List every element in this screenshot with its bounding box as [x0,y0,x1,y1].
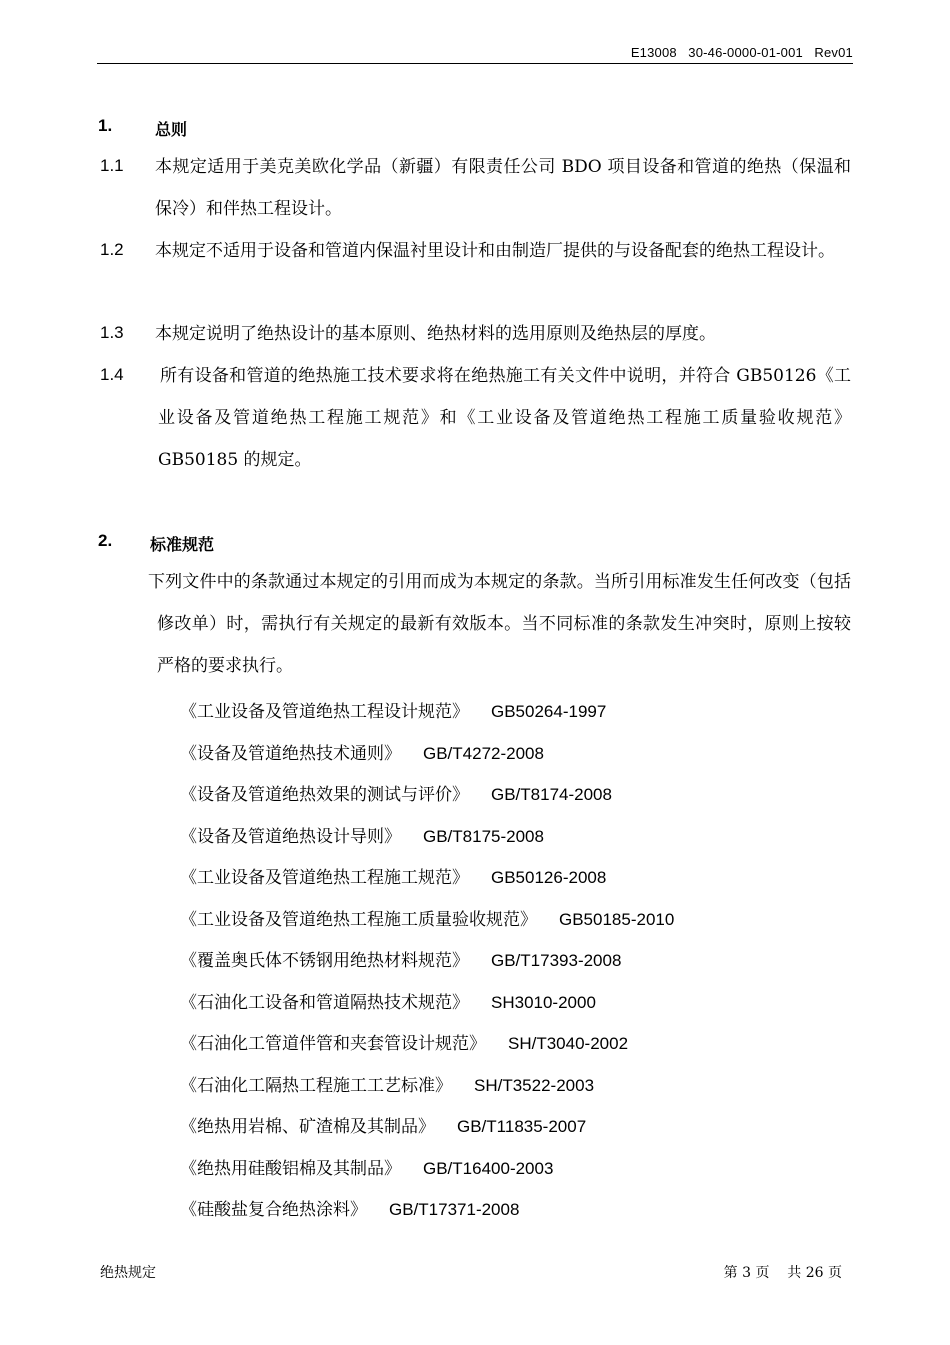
standard-row [180,739,544,764]
item-1-1-number: 1.1 [100,156,124,175]
item-1-4-text: 所有设备和管道的绝热施工技术要求将在绝热施工有关文件中说明，并符合 GB50126《工业设备及管道绝热工程施工规范》和《工业设备及管道绝热工程施工质量验收规范》GB50185 的规定。 [158,366,851,470]
standard-code: GB50185-2010 [559,910,675,929]
item-1-2-text: 本规定不适用于设备和管道内保温衬里设计和由制造厂提供的与设备配套的绝热工程设计。 [155,241,835,261]
standard-name: 《硅酸盐复合绝热涂料》 [180,1200,367,1220]
standard-row [180,697,606,722]
section-2-number: 2. [98,531,113,550]
footer-document-title: 绝热规定 [100,1265,156,1281]
standard-row [180,1154,553,1179]
standard-code: SH3010-2000 [491,993,596,1012]
standard-code: GB/T16400-2003 [423,1159,554,1178]
standard-name: 《设备及管道绝热技术通则》 [180,744,401,764]
standard-code: SH/T3522-2003 [474,1076,595,1095]
section-2-title: 标准规范 [150,535,215,554]
standard-name: 《石油化工隔热工程施工工艺标准》 [180,1076,452,1096]
standard-name: 《工业设备及管道绝热工程施工规范》 [180,868,469,888]
standard-row [180,1029,628,1054]
standard-name: 《设备及管道绝热设计导则》 [180,827,401,847]
item-1-3-text: 本规定说明了绝热设计的基本原则、绝热材料的选用原则及绝热层的厚度。 [155,324,716,344]
standard-row [180,863,606,888]
standard-code: GB/T17393-2008 [491,951,622,970]
item-1-4-number: 1.4 [100,365,124,384]
footer-page-number: 第 3 页 共 26 页 [723,1265,842,1281]
section-1-title: 总则 [155,120,188,139]
standard-name: 《绝热用硅酸铝棉及其制品》 [180,1159,401,1179]
standard-code: GB/T11835-2007 [457,1117,587,1136]
standard-name: 《绝热用岩棉、矿渣棉及其制品》 [180,1117,435,1137]
header-divider [97,63,853,64]
standard-row [180,988,596,1013]
standard-row [180,905,674,930]
standard-row [180,780,612,805]
section-1-number: 1. [98,116,113,135]
standard-name: 《覆盖奥氏体不锈钢用绝热材料规范》 [180,951,469,971]
standard-code: GB/T17371-2008 [389,1200,520,1219]
section-2-intro: 下列文件中的条款通过本规定的引用而成为本规定的条款。当所引用标准发生任何改变（包括修改单）时，需执行有关规定的最新有效版本。当不同标准的条款发生冲突时，原则上按较严格的要求执行。 [148,572,851,676]
standard-code: GB50126-2008 [491,868,607,887]
standard-name: 《工业设备及管道绝热工程施工质量验收规范》 [180,910,537,930]
standard-row [180,946,621,971]
standard-code: GB/T8174-2008 [491,785,612,804]
standard-row [180,1071,594,1096]
item-1-1-text: 本规定适用于美克美欧化学品（新疆）有限责任公司 BDO 项目设备和管道的绝热（保温和保冷）和伴热工程设计。 [155,157,851,219]
standard-row [180,1195,519,1220]
standard-code: GB50264-1997 [491,702,607,721]
standard-name: 《设备及管道绝热效果的测试与评价》 [180,785,469,805]
standard-code: SH/T3040-2002 [508,1034,629,1053]
standard-code: GB/T8175-2008 [423,827,544,846]
standard-row [180,1112,586,1137]
item-1-3-number: 1.3 [100,323,124,342]
standard-name: 《工业设备及管道绝热工程设计规范》 [180,702,469,722]
standard-name: 《石油化工设备和管道隔热技术规范》 [180,993,469,1013]
standard-name: 《石油化工管道伴管和夹套管设计规范》 [180,1034,486,1054]
standard-row [180,822,544,847]
document-id: E13008 30-46-0000-01-001 Rev01 [630,45,853,60]
standard-code: GB/T4272-2008 [423,744,544,763]
item-1-2-number: 1.2 [100,240,124,259]
